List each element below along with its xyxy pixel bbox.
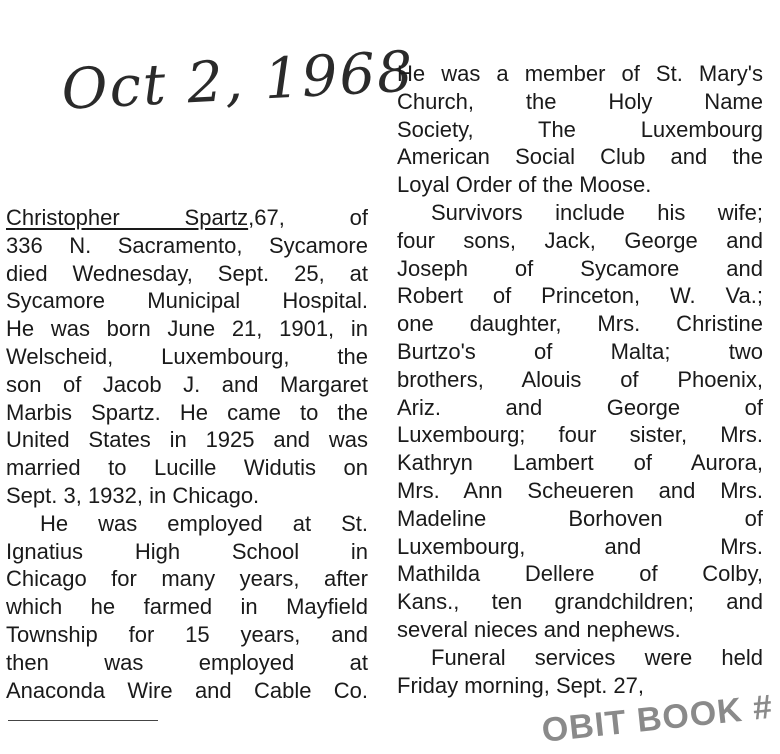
obit-line: Robert of Princeton, W. Va.; (397, 283, 763, 309)
obit-line: Sycamore Municipal Hospital. (6, 288, 368, 314)
handwritten-date: Oct 2, 1968 (60, 39, 417, 123)
column-end-rule (8, 720, 158, 721)
obit-line: which he farmed in Mayfield (6, 594, 368, 620)
obit-line: Ignatius High School in (6, 538, 368, 564)
deceased-name: Christopher Spartz (6, 205, 249, 230)
obit-line: married to Lucille Widutis on (6, 455, 368, 481)
obit-line: United States in 1925 and was (6, 427, 368, 453)
obit-line-name: Christopher Spartz,67, of (6, 205, 368, 230)
obit-line: American Social Club and the (397, 144, 763, 170)
obit-line: Mathilda Dellere of Colby, (397, 561, 763, 587)
obit-line: Joseph of Sycamore and (397, 255, 763, 281)
obit-line: Friday morning, Sept. 27, (397, 672, 645, 698)
obit-line: Anaconda Wire and Cable Co. (6, 677, 368, 703)
obituary-column-left (6, 204, 368, 704)
obit-line: He was employed at St. (40, 510, 368, 536)
obit-line: Luxembourg; four sister, Mrs. (397, 422, 763, 448)
obit-book-stamp: OBIT BOOK # (540, 687, 775, 750)
obit-line: Township for 15 years, and (6, 621, 368, 647)
obit-line: 336 N. Sacramento, Sycamore (6, 232, 368, 258)
obit-line: son of Jacob J. and Margaret (6, 371, 368, 397)
obit-line: Luxembourg, and Mrs. (397, 533, 763, 559)
obit-line: Marbis Spartz. He came to the (6, 399, 368, 425)
obit-line: Ariz. and George of (397, 394, 763, 420)
obit-line: Kans., ten grandchildren; and (397, 589, 763, 615)
obit-line: Society, The Luxembourg (397, 116, 763, 142)
obit-line: then was employed at (6, 649, 368, 675)
obit-line: one daughter, Mrs. Christine (397, 311, 763, 337)
obit-line: Madeline Borhoven of (397, 505, 763, 531)
obit-line: Mrs. Ann Scheueren and Mrs. (397, 477, 763, 503)
obit-line: Funeral services were held (431, 644, 763, 670)
obit-line: Kathryn Lambert of Aurora, (397, 450, 763, 476)
obit-line: Church, the Holy Name (397, 88, 763, 114)
obit-line: brothers, Alouis of Phoenix, (397, 366, 763, 392)
obit-line: died Wednesday, Sept. 25, at (6, 260, 368, 286)
obit-line: Burtzo's of Malta; two (397, 338, 763, 364)
obituary-column-right (397, 60, 763, 699)
obit-line: Survivors include his wife; (431, 199, 763, 225)
obit-line: Welscheid, Luxembourg, the (6, 343, 368, 369)
obit-line: He was a member of St. Mary's (397, 61, 763, 86)
obit-line: four sons, Jack, George and (397, 227, 763, 253)
obit-line: Loyal Order of the Moose. (397, 172, 652, 198)
obit-line: Chicago for many years, after (6, 566, 368, 592)
obit-line: He was born June 21, 1901, in (6, 316, 368, 342)
obit-line: several nieces and nephews. (397, 616, 681, 642)
obit-line: Sept. 3, 1932, in Chicago. (6, 482, 260, 508)
